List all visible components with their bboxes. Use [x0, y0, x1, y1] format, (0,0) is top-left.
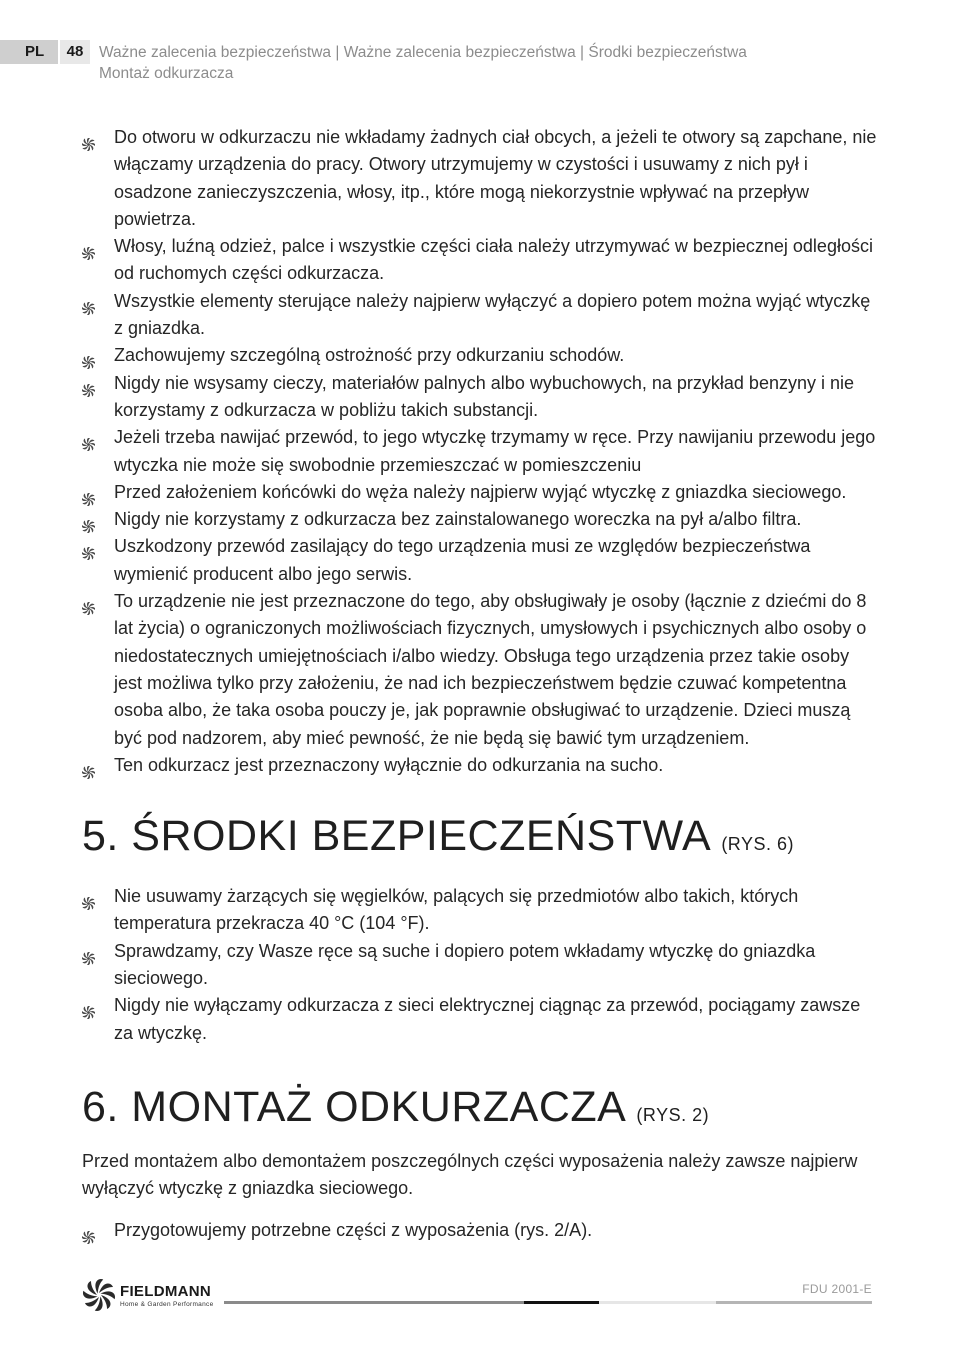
- bullet-icon: [82, 596, 95, 609]
- bullet-icon: [82, 296, 95, 309]
- footer-rule-segment: [716, 1301, 872, 1304]
- list-item: [82, 992, 882, 1047]
- list-item: [82, 752, 882, 779]
- page-header: [0, 40, 954, 82]
- language-tag: PL: [0, 40, 58, 64]
- list-item-text: Włosy, luźną odzież, palce i wszystkie części ciała należy utrzymywać w bezpiecznej odległości od ruchomych części odkurzacza.: [114, 236, 873, 284]
- section-5-title: 5. ŚRODKI BEZPIECZEŃSTWA: [82, 812, 709, 861]
- bullet-icon: [82, 1000, 95, 1013]
- fan-logo-icon: [82, 1278, 116, 1312]
- list-item-text: Sprawdzamy, czy Wasze ręce są suche i dopiero potem wkładamy wtyczkę do gniazdka sieciowego.: [114, 940, 816, 989]
- section-5-figure-ref: (RYS. 6): [721, 834, 794, 855]
- list-item: [82, 506, 882, 533]
- page-footer: [82, 1275, 872, 1315]
- breadcrumb-line-1: Ważne zalecenia bezpieczeństwa | Ważne zalecenia bezpieczeństwa | Środki bezpieczeństwa: [99, 44, 747, 61]
- list-item: [82, 288, 882, 343]
- list-item-text: Zachowujemy szczególną ostrożność przy odkurzaniu schodów.: [114, 345, 625, 366]
- section-6-title: 6. MONTAŻ ODKURZACZA: [82, 1082, 624, 1131]
- bullet-icon: [82, 378, 95, 391]
- list-item: [82, 938, 882, 993]
- list-item-text: Uszkodzony przewód zasilający do tego urządzenia musi ze względów bezpieczeństwa wymienić producent albo jego serwis.: [114, 536, 811, 584]
- bullet-icon: [82, 487, 95, 500]
- list-item: [82, 124, 882, 233]
- list-item-text: Przed założeniem końcówki do węża należy najpierw wyjąć wtyczkę z gniazdka sieciowego.: [114, 481, 847, 502]
- bullet-icon: [82, 760, 95, 773]
- list-item: [82, 424, 882, 479]
- section-6-intro: Przed montażem albo demontażem poszczególnych części wyposażenia należy zawsze najpierw wyłączyć wtyczkę z gniazdka sieciowego.: [82, 1150, 858, 1199]
- bullet-icon: [82, 1225, 95, 1238]
- list-item: [82, 342, 882, 369]
- list-item-text: Wszystkie elementy sterujące należy najpierw wyłączyć a dopiero potem można wyjąć wtyczkę z gniazdka.: [114, 290, 871, 339]
- section-6-heading: [82, 1082, 882, 1140]
- list-item: [82, 533, 882, 588]
- list-item: [82, 588, 882, 752]
- bullet-icon: [82, 132, 95, 145]
- list-item: [82, 370, 882, 425]
- breadcrumb-line-2: Montaż odkurzacza: [99, 65, 234, 82]
- list-item-text: Nigdy nie korzystamy z odkurzacza bez zainstalowanego woreczka na pył a/albo filtra.: [114, 509, 802, 530]
- section-5-bullet-list: [82, 883, 882, 1047]
- list-item-text: Nie usuwamy żarzących się węgielków, palących się przedmiotów albo takich, których temperatura przekracza 40 °C (104 °F).: [114, 886, 799, 934]
- list-item: [82, 1217, 882, 1244]
- bullet-icon: [82, 541, 95, 554]
- list-item-text: Nigdy nie wyłączamy odkurzacza z sieci elektrycznej ciągnąc za przewód, pociągamy zawsze za wtyczkę.: [114, 995, 861, 1043]
- section-5-heading: [82, 811, 882, 869]
- safety-bullet-list: [82, 124, 882, 779]
- list-item: [82, 233, 882, 288]
- page-number: 48: [60, 40, 90, 64]
- section-6-figure-ref: (RYS. 2): [636, 1104, 710, 1125]
- bullet-icon: [82, 432, 95, 445]
- bullet-icon: [82, 350, 95, 363]
- model-number: FDU 2001-E: [802, 1282, 872, 1296]
- brand-name: FIELDMANN: [120, 1283, 212, 1300]
- footer-rule-segment: [599, 1301, 716, 1304]
- footer-rule-segment: [524, 1301, 599, 1304]
- section-6-bullet-list: [82, 1217, 882, 1244]
- list-item-text: Nigdy nie wsysamy cieczy, materiałów palnych albo wybuchowych, na przykład benzyny i nie korzystamy z odkurzacza w pobliżu takich substancji.: [114, 372, 854, 420]
- page-content: [82, 124, 882, 1244]
- bullet-icon: [82, 891, 95, 904]
- brand-tagline: Home & Garden Performance: [120, 1301, 214, 1308]
- footer-rule-segment: [224, 1301, 524, 1304]
- list-item-text: Ten odkurzacz jest przeznaczony wyłącznie do odkurzania na sucho.: [114, 754, 664, 775]
- fieldmann-logo: [82, 1278, 232, 1312]
- bullet-icon: [82, 241, 95, 254]
- bullet-icon: [82, 946, 95, 959]
- list-item-text: Przygotowujemy potrzebne części z wyposażenia (rys. 2/A).: [114, 1219, 593, 1240]
- list-item-text: Jeżeli trzeba nawijać przewód, to jego wtyczkę trzymamy w ręce. Przy nawijaniu przewodu jego wtyczka nie może się swobodnie przemieszczać w pomieszczeniu: [114, 427, 876, 475]
- list-item-text: Do otworu w odkurzaczu nie wkładamy żadnych ciał obcych, a jeżeli te otwory są zapchane, nie włączamy urządzenia do pracy. Otwory utrzymujemy w czystości i usuwamy z nich pył i osadzone zanieczyszczenia, włosy, itp., które mogą niekorzystnie wpływać na przepływ powietrza.: [114, 127, 877, 229]
- breadcrumb: [99, 42, 899, 84]
- list-item: [82, 883, 882, 938]
- list-item: [82, 479, 882, 506]
- bullet-icon: [82, 514, 95, 527]
- list-item-text: To urządzenie nie jest przeznaczone do tego, aby obsługiwały je osoby (łącznie z dziećmi do 8 lat życia) o ograniczonych możliwościach fizycznych, umysłowych i psychicznych albo osoby o niedostatecznych umiejętnościach i/albo wiedzy. Obsługa tego urządzenia przez takie osoby jest możliwa tylko przy założeniu, że nad ich bezpieczeństwem będzie czuwać kompetentna osoba albo, że taka osoba pouczy je, jak poprawnie obsługiwać to urządzenie. Dzieci muszą być pod nadzorem, aby mieć pewność, że nie będą się bawić tym urządzeniem.: [114, 591, 867, 748]
